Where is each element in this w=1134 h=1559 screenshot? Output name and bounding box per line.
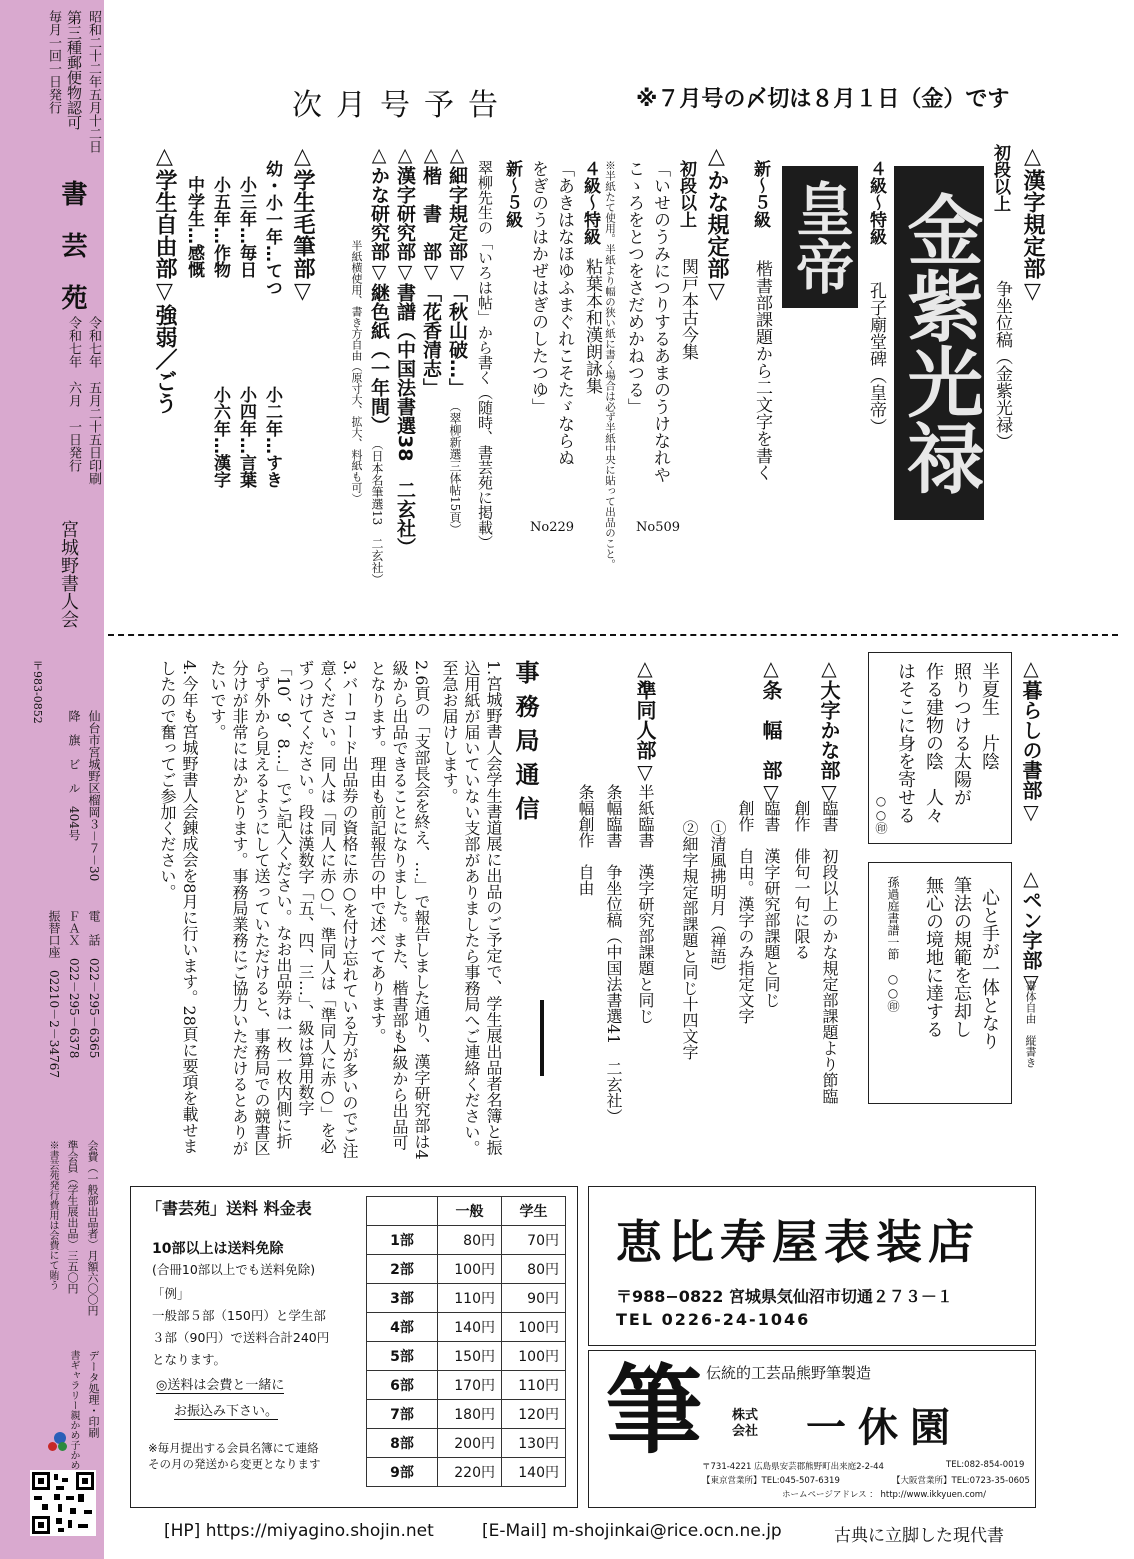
fee-cell: 1部: [367, 1226, 438, 1255]
fee-cell: 180円: [438, 1400, 502, 1429]
kaken-note2: 半紙横使用、書き方自由（原寸大、拡大、料紙も可）: [350, 240, 363, 504]
ad2-brush-mark: 筆: [606, 1354, 702, 1467]
fee-cell: 90円: [502, 1284, 566, 1313]
jo-3: ①清風拂明月（禅語）: [708, 820, 727, 980]
kana-l2b: 粘葉本和漢朗詠集: [582, 258, 602, 394]
student-head: △学生毛筆部▽: [290, 144, 315, 304]
deadline-notice: ※７月号の〆切は８月１日（金）です: [636, 87, 1010, 112]
kana-l2a: ４級〜特級: [580, 160, 600, 245]
kaken-note: （日本名筆選13 二玄社）: [370, 438, 384, 586]
fee-cell: 170円: [438, 1371, 502, 1400]
kanji-head: △漢字規定部▽: [1020, 144, 1045, 304]
band-pub2: 令和七年 六月 一日発行: [66, 316, 81, 472]
kana-poem1: 「いせのうみにつりするあまのうけなれや: [650, 160, 670, 483]
oji-1: 臨書 初段以上のかな規定部課題より節臨: [820, 800, 839, 1104]
oji-head: △大字かな部▽: [817, 656, 841, 804]
st2b: 小四年…言葉: [236, 386, 256, 488]
jo-1: 臨書 漢字研究部課題と同じ: [762, 800, 781, 1008]
st1b: 小二年…すき: [262, 386, 282, 488]
logo-dot-icon-3: [48, 1442, 57, 1451]
st1a: 幼・小一年…てつ: [262, 160, 282, 296]
fee-cell: 80円: [502, 1255, 566, 1284]
qr-code-icon[interactable]: [30, 1470, 96, 1536]
fee-cell: 70円: [502, 1226, 566, 1255]
section-divider: [108, 634, 1118, 636]
kana-poem2: こゝろをとつをさだめかねつる」: [624, 160, 644, 415]
fee-cell: 220円: [438, 1458, 502, 1487]
kaisho-line: △楷 書 部▽「花香清志」: [420, 144, 442, 397]
pen-note: 書体自由 縦書き: [1024, 980, 1037, 1068]
band-print2: 書ギャラリー親かめ子かめ: [68, 1350, 79, 1470]
jun-1: 半紙臨書 漢字研究部課題と同じ: [636, 784, 655, 1024]
ad2-hp[interactable]: ホームページアドレス ： http://www.ikkyuen.com/: [782, 1490, 986, 1500]
fee-l2: (合冊10部以上でも送料免除): [152, 1262, 316, 1277]
fee-cell: 110円: [502, 1371, 566, 1400]
jun-3: 条幅創作 自由: [576, 784, 595, 896]
kanji-l3b: 楷書部課題から二文字を書く: [752, 260, 772, 481]
band-addr1: 仙台市宮城野区榴岡３－７－30: [87, 710, 101, 882]
band-fee1: 会費（一般部出品者）月額六〇〇円: [86, 1140, 99, 1316]
pen-head: △ペン字部▽: [1019, 866, 1043, 994]
fee-l1: 10部以上は送料免除: [152, 1241, 284, 1257]
kurashi-head: △暮らしの書部▽: [1019, 656, 1043, 824]
kana-no1: No509: [636, 520, 681, 535]
haiku-sig: ○○㊞: [874, 794, 888, 834]
fee-cell: 4部: [367, 1313, 438, 1342]
st2a: 小三年…毎日: [236, 176, 256, 278]
band-fee2: 準会員（学生展出品）三五〇円: [66, 1140, 79, 1294]
fee-title: 「書芸苑」送料 料金表: [146, 1199, 312, 1218]
fee-cell: 140円: [438, 1313, 502, 1342]
fee-col-general: 一般: [438, 1197, 502, 1226]
fee-cell: 80円: [438, 1226, 502, 1255]
fee-cell: 100円: [438, 1255, 502, 1284]
band-reg2: 第三種郵便物認可: [65, 10, 83, 130]
journal-title: 書 芸 苑: [57, 180, 87, 310]
notice-3: 3.バーコード出品券の資格に赤○を付け忘れている方が多いのでご注意ください。同人は「同人に赤○」、準同人は「準同人に赤○」を必ずつけてください。段は漢数字「五、四、三…」、級は算用数字「10、9、8…」でご記入ください。なお出品券は一枚一枚内側に折らず外から見えるようにして送っていただけると、事務局での競書区分けが非常にはかどります。事務局業務にご協力いただけるとありがたいです。: [208, 660, 359, 1159]
ad1-addr: 〒988−0822 宮城県気仙沼市切通２７３－１: [616, 1287, 953, 1306]
kana-l3a: 新〜５級: [502, 160, 522, 228]
haiku-1: 半夏生 片陰: [979, 662, 1000, 770]
table-row: [367, 1255, 566, 1284]
band-fax: ＦＡＸ 022－295－6378: [67, 910, 81, 1059]
kana-head: △かな規定部▽: [704, 144, 729, 304]
ad1-name: 恵比寿屋表装店: [616, 1215, 980, 1269]
kana-l1b: 関戸本古今集: [678, 258, 698, 360]
ad2-name: 一休園: [806, 1404, 962, 1451]
table-row: [367, 1400, 566, 1429]
ad2-tel: TEL:082-854-0019: [946, 1460, 1025, 1470]
fee-l6: となります。: [152, 1352, 227, 1367]
jo-head: △条 幅 部▽: [759, 656, 783, 804]
notice-1: 1.宮城野書人会学生書道展に出品のご予定で、学生展出品者名簿と振込用紙が届いていない支部がありましたら事務局へご連絡ください。至急お届けします。: [440, 660, 503, 1156]
kanji-l2a: ４級〜特級: [866, 160, 886, 245]
fee-cell: 5部: [367, 1342, 438, 1371]
fee-cell: 8部: [367, 1429, 438, 1458]
table-row: [367, 1284, 566, 1313]
table-row: [367, 1342, 566, 1371]
table-row: [367, 1371, 566, 1400]
kana-l3b: 翠柳先生の「いろは帖」から書く（随時、書芸苑に掲載）: [476, 160, 494, 550]
fee-cell: 150円: [438, 1342, 502, 1371]
footer-motto: 古典に立脚した現代書: [834, 1526, 1004, 1546]
fee-cell: 140円: [502, 1458, 566, 1487]
calligraphy-sample-1: 金紫光禄: [894, 166, 984, 520]
fee-cell: 2部: [367, 1255, 438, 1284]
pen-3: 無心の境地に達する: [923, 876, 944, 1038]
fee-cell: 100円: [502, 1342, 566, 1371]
ad2-tokyo: 【東京営業所】TEL:045-507-6319: [702, 1476, 840, 1486]
jimu-bar: [540, 1000, 544, 1076]
pen-sig: 孫過庭書譜一節 ○○㊞: [886, 876, 900, 1012]
saiji-note: （翠柳新選三体帖15頁）: [448, 400, 462, 536]
fee-l9: ※毎月提出する会員名簿にて連絡: [148, 1441, 319, 1455]
fee-cell: 110円: [438, 1284, 502, 1313]
fee-l7: ◎送料は会費と一緒に: [156, 1374, 284, 1394]
band-print1: データ処理・印刷: [87, 1350, 100, 1438]
table-row: [367, 1313, 566, 1342]
side-band: [0, 0, 104, 1559]
st3a: 小五年…作物: [210, 176, 230, 278]
calligraphy-sample-2: 皇帝: [782, 166, 858, 308]
haiku-4: はそこに身を寄せる: [895, 662, 916, 824]
table-row: [367, 1429, 566, 1458]
jo-4: ②細字規定部課題と同じ十四文字: [680, 820, 699, 1060]
pen-2: 筆法の規範を忘却し: [951, 876, 972, 1038]
st3b: 小六年…漢字: [210, 386, 230, 488]
kanji-l3a: 新〜５級: [750, 160, 770, 228]
fee-table: [366, 1196, 566, 1487]
ad2-tag: 伝統的工芸品熊野筆製造: [706, 1364, 872, 1382]
logo-dot-icon-2: [58, 1442, 67, 1451]
fee-corner: [367, 1197, 438, 1226]
pen-1: 心と手が一体となり: [979, 888, 1000, 1050]
kanken-line: △漢字研究部▽書譜（中国法書選38 二玄社）: [394, 144, 416, 557]
fee-cell: 9部: [367, 1458, 438, 1487]
jun-head: △準同人部▽: [633, 656, 657, 784]
fee-cell: 7部: [367, 1400, 438, 1429]
kana-note: ※半紙たて使用。半紙より幅の狭い紙に書く場合は必ず半紙中央に貼って出品のこと。: [604, 160, 616, 570]
kana-poem3: 「あきはなほゆふまぐれこそたゞならぬ: [554, 160, 574, 466]
fee-cell: 200円: [438, 1429, 502, 1458]
haiku-2: 照りつける太陽が: [951, 662, 972, 806]
fee-cell: 6部: [367, 1371, 438, 1400]
jimu-head: 事務局通信: [511, 660, 539, 830]
notice-2: 2.6頁の「支部長会を終え、…」で報告しました通り、漢字研究部は4級から出品できることになりました。また、楷書部も4級から出品可となります。理由も前記報告の中で述べてあります。: [368, 660, 431, 1160]
haiku-3: 作る建物の陰 人々: [923, 662, 944, 824]
ad2-corp: 株式会社: [732, 1408, 759, 1439]
fee-col-student: 学生: [502, 1197, 566, 1226]
fee-header-row: [367, 1197, 566, 1226]
table-row: [367, 1226, 566, 1255]
fee-l3: 「例」: [152, 1286, 190, 1301]
kanji-l1b: 争坐位稿（金紫光禄）: [992, 280, 1012, 450]
fee-cell: 100円: [502, 1313, 566, 1342]
band-reg1: 昭和二十二年五月十二日: [86, 10, 101, 153]
jo-2: 創作 自由。漢字のみ指定文字: [736, 800, 755, 1024]
band-furikae: 振替口座 02210－2－34767: [47, 910, 61, 1078]
band-reg3: 毎月一回一日発行: [46, 10, 61, 114]
ad1-tel: TEL 0226-24-1046: [616, 1310, 811, 1329]
st4a: 中学生…感慨: [184, 176, 204, 278]
kana-no2: No229: [530, 520, 575, 535]
notice-4: 4.今年も宮城野書人会錬成会を8月に行います。28頁に要項を載せましたので奮ってご参加ください。: [158, 660, 199, 1154]
ad2-osaka: 【大阪営業所】TEL:0723-35-0605: [892, 1476, 1030, 1486]
band-pub1: 令和七年 五月二十五日印刷: [86, 316, 101, 485]
footer-hp-link[interactable]: [HP] https://miyagino.shojin.net: [164, 1521, 434, 1541]
kaken-line: △かな研究部▽継色紙（一年間）: [368, 144, 390, 435]
notice-block: [150, 660, 504, 1160]
band-fee3: ※書芸苑発行費用は会費にて賄う: [47, 1140, 58, 1290]
kanji-l1a: 初段以上: [990, 144, 1010, 212]
kana-poem4: をぎのうはかぜはぎのしたつゆ」: [528, 160, 548, 415]
oji-2: 創作 俳句一句に限る: [792, 800, 811, 960]
band-tel: 電 話 022－295－6365: [87, 910, 101, 1059]
table-row: [367, 1458, 566, 1487]
band-addr2: 降 旗 ビ ル 404号: [67, 710, 81, 841]
ad2-addr: 〒731-4221 広島県安芸郡熊野町出来庭2-2-44: [702, 1462, 884, 1472]
fee-cell: 3部: [367, 1284, 438, 1313]
fee-l4: 一般部５部（150円）と学生部: [152, 1308, 326, 1323]
band-society: 宮城野書人会: [58, 520, 79, 628]
page-title: 次月号予告: [292, 88, 512, 123]
saiji-line: △細字規定部▽「秋山破…」: [446, 144, 468, 397]
free-line: △学生自由部▽強弱／ごう: [152, 144, 177, 414]
fee-l10: その月の発送から変更となります: [148, 1457, 321, 1471]
fee-cell: 130円: [502, 1429, 566, 1458]
jun-2: 条幅臨書 争坐位稿（中国法書選41 二玄社）: [604, 784, 623, 1125]
fee-cell: 120円: [502, 1400, 566, 1429]
fee-l5: ３部（90円）で送料合計240円: [152, 1330, 330, 1345]
footer-email-link[interactable]: [E-Mail] m-shojinkai@rice.ocn.ne.jp: [482, 1521, 782, 1541]
fee-l8: お振込み下さい。: [174, 1400, 278, 1420]
kana-l1a: 初段以上: [676, 160, 696, 228]
band-zip: 〒983-0852: [31, 660, 44, 724]
kanji-l2b: 孔子廟堂碑（皇帝）: [866, 282, 886, 435]
